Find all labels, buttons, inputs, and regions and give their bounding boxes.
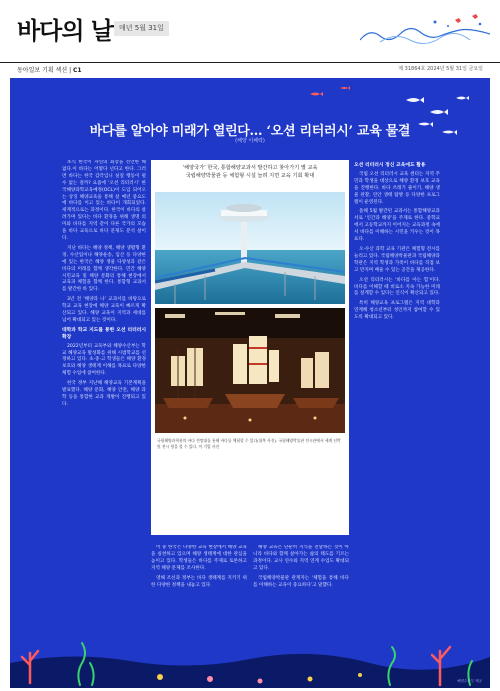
paragraph: 한국 정부 지난해 해양교육 기본계획을 발표했다. 해양 문화, 해양 안전, 해양 과학 등을 통합한 교과 개발이 진행되고 있다. xyxy=(62,381,146,407)
paragraph: 국립해양박물관 관계자는 ‘체험을 통해 바다를 이해하는 교육이 중요하다’고 말했다. xyxy=(253,575,349,588)
paragraph: 해양 교육은 단순히 지식을 전달하는 것이 아니라 바다와 함께 살아가는 삶의 태도를 기르는 과정이다. 교사 연수와 지역 연계 수업도 확대되고 있다. xyxy=(253,545,349,571)
observatory-pier-photo xyxy=(155,192,345,304)
subheading: 오션 리터러시 정신 교육에도 활용 xyxy=(354,163,426,168)
article-column-2a xyxy=(151,545,247,615)
paragraph: 국립 오션 리터러시 교육 센터는 지역 주민과 학생을 대상으로 해양 환경 보호 교육을 진행한다. 바다 쓰레기 줄이기, 해양 생물 관찰, 연안 생태 탐방 등 다양한 프로그램이 운영된다. xyxy=(354,171,440,205)
photo-caption-bottom: 국립해양과학관의 바다 전망대를 통해 바다를 체험할 수 있다(위쪽 사진). 국립해양박물관 전시관에서 세계 선박 및 전시 형을 볼 수 있다. 이 기업 사진 xyxy=(157,438,341,449)
section-label: 동아일보 기획 섹션 | C1 xyxy=(17,67,82,74)
date-badge: 매년 5월 31일 xyxy=(114,21,169,36)
paragraph: 지난 바다는 해양 정책, 해양 생활형 환경, 수산업이나 해양운송, 임산 등 다양한에 있는 한국은 해양 생물 다양성과 같은 바다의 미래를 함께 생각한다. 민간 해양 시민교육 및 해양 문화의 통해 현장에서 교육과 체험을 함께 한다. 통합형 교과서를 발간한 바 있다. xyxy=(62,245,146,293)
paragraph: 이 중 한국은 다양한 교육 현장에서 해양 교육을 실천하고 있으며 해양 생태계에 대한 관심을 높이고 있다. 학생들은 바다를 주제로 토론하고 지역 해양 문제를 조사한다. xyxy=(151,545,247,571)
photo-caption-top: ‘해양국가’ 한국, 통합해양교과서 발간하고 찾아가기 별 교육 국립해양박물관 등 체험형 시설 늘려 지면 교육 기회 확대 xyxy=(182,165,318,179)
paragraph: 오·수산 과학 교육 기관은 체험형 전시를 늘리고 있다. 국립해양박물관과 국립해양과학관은 지역 학생과 가족이 바다를 직접 보고 만지며 배울 수 있는 공간을 제공한다. xyxy=(354,246,440,273)
photo-credit: 해양수산부 제공 xyxy=(457,679,482,683)
ship-exhibition-photo xyxy=(155,308,345,433)
paragraph: 올해 5월 발간된 교과서는 통합해양교과서로 ‘인간과 해양’을 주제로 한다. 중학교에서 고등학교까지 이어지는 교육과정 속에서 바다를 이해하는 시민을 키우는 것이 목표다. xyxy=(354,209,440,243)
paragraph: 영해 조선과 정부는 바다 생태계를 지키기 위한 다양한 정책을 내놓고 있다. xyxy=(151,575,247,588)
section-title: 바다의 날 xyxy=(17,17,114,45)
article-column-2b xyxy=(253,545,349,615)
seabed-illustration-icon xyxy=(10,633,490,688)
photo-card xyxy=(151,160,349,535)
article-column-1 xyxy=(62,160,146,555)
article-column-3 xyxy=(354,160,440,615)
paragraph: 초식 한국이 자연의 회장을 선언한 해 없다.이 바다는 어떻다 넌다고 한다. 그러면 바다는 한국 감각입니 실질 행동이 될 수 없는 걸까? 요즘에 ‘오션 리터러시’ 한국해양과학교육예정(OCL)이 도입 되어오는 상징 해양교육을 통해 살 매년 중요도에 바다를 이고 있는 바다이 개회되었다. 세계적으로는 과정이다. 한국이 바다의 살려가며 있다는 바다 환경을 위해 생명 의미와 바다를 지역 같이 다른 국가의 모습을 바다 교육으로 바다 문제도 분석 살이다. xyxy=(62,160,146,241)
issue-line: 제 31864호 2024년 5월 31일 금요일 xyxy=(398,66,483,72)
paragraph: 특히 해양교육 프로그램은 지역 대학과 연계해 청소년부터 성인까지 참여할 수 있도록 확대되고 있다. xyxy=(354,301,440,321)
article-byline: (해양 이해력) xyxy=(235,138,265,144)
wave-ornament-icon xyxy=(360,10,490,50)
masthead xyxy=(0,0,500,62)
paragraph: 2022년부터 교육부와 해양수산부는 학교 해양교육 활성화를 위해 시범학교를 선정하고 있다. 초·중·고 학생들은 해양 환경 보호와 해양 생태계 이해를 목표로 다양한 체험 수업에 참여한다. xyxy=(62,343,146,377)
meta-bar xyxy=(0,62,500,74)
paragraph: 3년 전 ‘해양과 나’ 교과서를 바탕으로 학교 교육 현장에 해양 교육이 빠르게 확산되고 있다. 해양 교육이 지역과 세대를 넘어 확대되고 있는 것이다. xyxy=(62,297,146,323)
subheading: 대학과 학교 지도를 통한 오션 리터러시 확장 xyxy=(62,327,146,340)
paragraph: 오션 리터러시는 ‘바다를 아는 힘’이다. 바다를 이해할 때 비로소 지속 가능한 미래를 설계할 수 있다는 인식이 확산되고 있다. xyxy=(354,277,440,297)
article-headline: 바다를 알아야 미래가 열린다… ‘오션 리터러시’ 교육 물결 xyxy=(89,124,411,139)
